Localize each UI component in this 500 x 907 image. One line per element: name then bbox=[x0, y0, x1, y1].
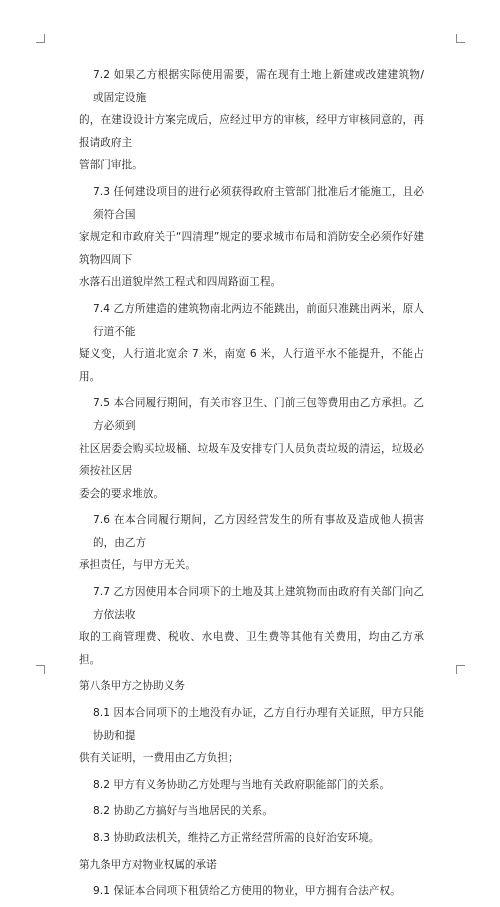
paragraph-line: 管部门审批。 bbox=[79, 159, 143, 172]
paragraph-line: 7.4 乙方所建造的建筑物南北两边不能跳出，前面只准跳出两米，原人行道不能 bbox=[93, 302, 424, 338]
clause-paragraph bbox=[79, 702, 424, 770]
paragraph-line: 7.2 如果乙方根据实际使用需要，需在现有土地上新建或改建建筑物/或固定设施 bbox=[93, 69, 424, 104]
clause-paragraph bbox=[79, 581, 424, 671]
section-heading: 第八条甲方之协助义务 bbox=[79, 680, 185, 693]
paragraph-line: 8.1 因本合同项下的土地没有办证，乙方自行办理有关证照，甲方只能协助和提 bbox=[93, 707, 424, 742]
clause-paragraph bbox=[79, 880, 424, 903]
crop-mark-top-left bbox=[36, 34, 45, 43]
clause-paragraph bbox=[79, 774, 424, 797]
paragraph-line: 疑义变，人行道北宽余 7 米，南宽 6 米，人行道平水不能提升，不能占用。 bbox=[79, 348, 424, 383]
paragraph-line: 9.1 保证本合同项下租赁给乙方使用的物业，甲方拥有合法产权。 bbox=[93, 885, 401, 898]
document-body bbox=[79, 64, 424, 907]
paragraph-line: 8.3 协助政法机关，维持乙方正常经营所需的良好治安环境。 bbox=[93, 832, 380, 844]
clause-paragraph bbox=[79, 298, 424, 388]
crop-mark-bottom-right bbox=[456, 665, 465, 674]
paragraph-line: 7.5 本合同履行期间，有关市容卫生、门前三包等费用由乙方承担。乙方必须到 bbox=[93, 397, 424, 432]
crop-mark-bottom-left bbox=[36, 665, 45, 674]
paragraph-line: 7.3 任何建设项目的进行必须获得政府主管部门批准后才能施工，且必须符合国 bbox=[93, 185, 424, 221]
paragraph-line: 承担责任，与甲方无关。 bbox=[79, 559, 197, 572]
clause-paragraph bbox=[79, 181, 424, 294]
paragraph-line: 水落石出道貌岸然工程式和四周路面工程。 bbox=[79, 276, 282, 289]
paragraph-line: 8.2 甲方有义务协助乙方处理与当地有关政府职能部门的关系。 bbox=[93, 778, 391, 791]
paragraph-line: 的，在建设设计方案完成后，应经过甲方的审核，经甲方审核同意的，再报请政府主 bbox=[79, 114, 424, 149]
clause-paragraph bbox=[79, 827, 424, 850]
clause-paragraph bbox=[79, 392, 424, 505]
paragraph-line: 7.6 在本合同履行期间，乙方因经营发生的所有事故及造成他人损害的，由乙方 bbox=[93, 514, 424, 549]
paragraph-line: 社区居委会购买垃圾桶、垃圾车及安排专门人员负责垃圾的清运，垃圾必须按社区居 bbox=[79, 442, 424, 478]
paragraph-line: 家规定和市政府关于“四清理”规定的要求城市布局和消防安全必须作好建筑物四周下 bbox=[79, 231, 424, 266]
clause-paragraph bbox=[79, 509, 424, 577]
crop-mark-top-right bbox=[456, 34, 465, 43]
paragraph-line: 7.7 乙方因使用本合同项下的土地及其上建筑物而由政府有关部门向乙方依法收 bbox=[93, 586, 424, 621]
paragraph-line: 供有关证明，一费用由乙方负担； bbox=[79, 752, 239, 765]
paragraph-line: 委会的要求堆放。 bbox=[79, 487, 165, 500]
clause-paragraph bbox=[79, 64, 424, 177]
paragraph-line: 8.2 协助乙方搞好与当地居民的关系。 bbox=[93, 805, 274, 818]
section-heading: 第九条甲方对物业权属的承诺 bbox=[79, 858, 217, 871]
paragraph-line: 取的工商管理费、税收、水电费、卫生费等其他有关费用，均由乙方承担。 bbox=[79, 631, 424, 666]
clause-paragraph bbox=[79, 800, 424, 823]
